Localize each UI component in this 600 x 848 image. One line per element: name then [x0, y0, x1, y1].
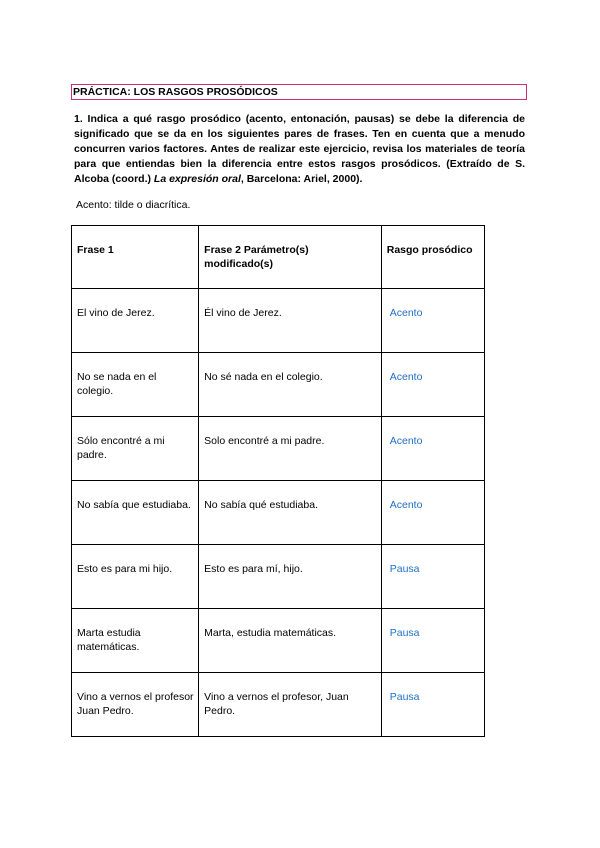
header-rasgo: Rasgo prosódico — [381, 226, 484, 289]
cell-rasgo — [381, 417, 484, 481]
cell-rasgo — [381, 545, 484, 609]
accent-note: Acento: tilde o diacrítica. — [76, 199, 191, 211]
book-title: La expresión oral — [153, 173, 241, 185]
cell-frase2: Marta, estudia matemáticas. — [199, 609, 382, 673]
cell-frase1: Marta estudia matemáticas. — [72, 609, 199, 673]
table-row — [72, 289, 485, 353]
rasgo-value: Pausa — [389, 627, 420, 639]
page-title: PRÁCTICA: LOS RASGOS PROSÓDICOS — [71, 84, 527, 100]
cell-rasgo — [381, 481, 484, 545]
cell-frase2: No sé nada en el colegio. — [199, 353, 382, 417]
cell-rasgo — [381, 289, 484, 353]
cell-frase2: Solo encontré a mi padre. — [199, 417, 382, 481]
cell-frase2: No sabía qué estudiaba. — [199, 481, 382, 545]
exercise-instructions — [74, 112, 525, 187]
header-frase2: Frase 2 Parámetro(s) modificado(s) — [199, 226, 382, 289]
table-row — [72, 353, 485, 417]
cell-frase2: Él vino de Jerez. — [199, 289, 382, 353]
cell-frase1: Vino a vernos el profesor Juan Pedro. — [72, 673, 199, 737]
table-row — [72, 609, 485, 673]
rasgo-value: Pausa — [389, 691, 420, 703]
table-row — [72, 545, 485, 609]
cell-frase1: Esto es para mi hijo. — [72, 545, 199, 609]
prosody-table — [71, 225, 485, 737]
cell-frase2: Esto es para mí, hijo. — [199, 545, 382, 609]
cell-rasgo — [381, 673, 484, 737]
cell-frase1: No se nada en el colegio. — [72, 353, 199, 417]
table-row — [72, 481, 485, 545]
cell-frase1: Sólo encontré a mi padre. — [72, 417, 199, 481]
table-row — [72, 673, 485, 737]
table-header-row — [72, 226, 485, 289]
instructions-text-1: 1. Indica a qué rasgo prosódico (acento, entonación, pausas) se debe la diferencia de significado que se da en los siguientes pares de frases. Ten en cuenta que a menudo concurren varios factores. Antes de realizar este ejercicio, revisa los materiales de teoría para que entiendas bien la diferencia entre estos rasgos prosódicos. (Extraído de S. Alcoba (coord.) — [74, 113, 525, 185]
cell-rasgo — [381, 609, 484, 673]
rasgo-value: Acento — [389, 371, 423, 383]
cell-rasgo — [381, 353, 484, 417]
cell-frase1: No sabía que estudiaba. — [72, 481, 199, 545]
header-frase1: Frase 1 — [72, 226, 199, 289]
cell-frase2: Vino a vernos el profesor, Juan Pedro. — [199, 673, 382, 737]
table-row — [72, 417, 485, 481]
rasgo-value: Acento — [389, 307, 423, 319]
rasgo-value: Pausa — [389, 563, 420, 575]
rasgo-value: Acento — [389, 499, 423, 511]
cell-frase1: El vino de Jerez. — [72, 289, 199, 353]
rasgo-value: Acento — [389, 435, 423, 447]
instructions-text-2: , Barcelona: Ariel, 2000). — [240, 173, 363, 185]
